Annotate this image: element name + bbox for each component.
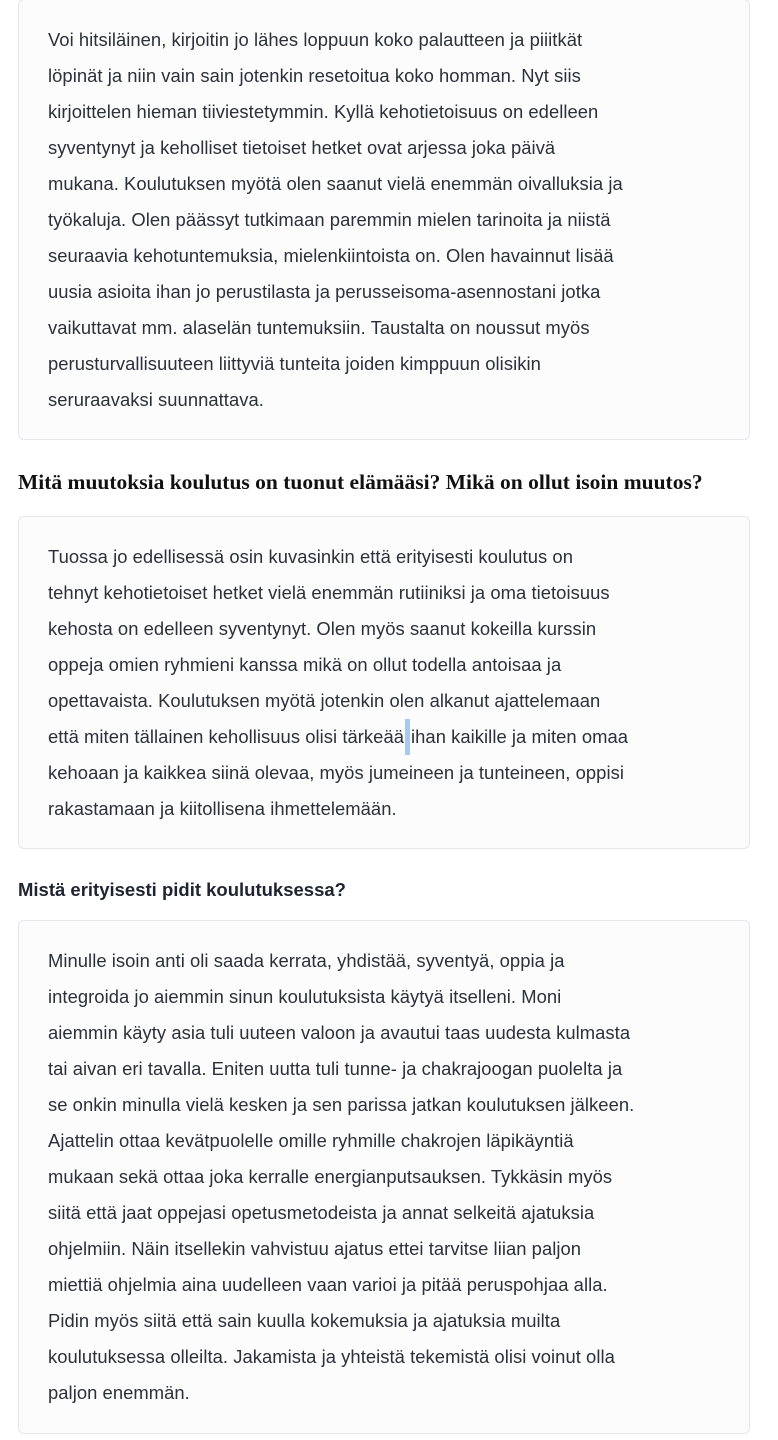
answer-box-2[interactable]	[18, 516, 750, 849]
answer-line: paljon enemmän.	[48, 1382, 190, 1403]
answer-line: työkaluja. Olen päässyt tutkimaan paremmin mielen tarinoita ja niistä	[48, 209, 611, 230]
text-cursor-icon	[405, 719, 410, 755]
answer-line: miettiä ohjelmia aina uudelleen vaan varioi ja pitää peruspohjaa alla.	[48, 1274, 608, 1295]
question-heading-2: Mitä muutoksia koulutus on tuonut elämääsi? Mikä on ollut isoin muutos?	[18, 470, 703, 494]
answer-line: Voi hitsiläinen, kirjoitin jo lähes loppuun koko palautteen ja piiitkät	[48, 29, 583, 50]
answer-line: Minulle isoin anti oli saada kerrata, yhdistää, syventyä, oppia ja	[48, 950, 565, 971]
answer-line: kehosta on edelleen syventynyt. Olen myös saanut kokeilla kurssin	[48, 618, 597, 639]
answer-line: tehnyt kehotietoiset hetket vielä enemmän rutiiniksi ja oma tietoisuus	[48, 582, 610, 603]
answer-line: koulutuksessa olleilta. Jakamista ja yhteistä tekemistä olisi voinut olla	[48, 1346, 615, 1367]
answer-line: opettavaista. Koulutuksen myötä jotenkin olen alkanut ajattelemaan	[48, 690, 601, 711]
answer-line: aiemmin käyty asia tuli uuteen valoon ja avautui taas uudesta kulmasta	[48, 1022, 631, 1043]
answer-box-1[interactable]	[18, 0, 750, 440]
question-heading-3: Mistä erityisesti pidit koulutuksessa?	[18, 879, 346, 900]
answer-line: syventynyt ja keholliset tietoiset hetket ovat arjessa joka päivä	[48, 137, 556, 158]
answer-line: se onkin minulla vielä kesken ja sen parissa jatkan koulutuksen jälkeen.	[48, 1094, 635, 1115]
answer-line: Pidin myös siitä että sain kuulla kokemuksia ja ajatuksia muilta	[48, 1310, 561, 1331]
answer-line: kehoaan ja kaikkea siinä olevaa, myös jumeineen ja tunteineen, oppisi	[48, 762, 624, 783]
answer-line: mukaan sekä ottaa joka kerralle energianputsauksen. Tykkäsin myös	[48, 1166, 613, 1187]
answer-line: Ajattelin ottaa kevätpuolelle omille ryhmille chakrojen läpikäyntiä	[48, 1130, 574, 1151]
answer-line: löpinät ja niin vain sain jotenkin resetoitua koko homman. Nyt siis	[48, 65, 581, 86]
answer-box-3[interactable]	[18, 920, 750, 1434]
answer-line: kirjoittelen hieman tiiviestetymmin. Kyllä kehotietoisuus on edelleen	[48, 101, 599, 122]
answer-line: rakastamaan ja kiitollisena ihmettelemään.	[48, 798, 397, 819]
answer-line: integroida jo aiemmin sinun koulutuksista käytyä itselleni. Moni	[48, 986, 562, 1007]
answer-line-text: että miten tällainen kehollisuus olisi tärkeää	[48, 726, 405, 747]
answer-line: ohjelmiin. Näin itsellekin vahvistuu ajatus ettei tarvitse liian paljon	[48, 1238, 582, 1259]
answer-line: tai aivan eri tavalla. Eniten uutta tuli tunne- ja chakrajoogan puolelta ja	[48, 1058, 623, 1079]
answer-line: vaikuttavat mm. alaselän tuntemuksiin. Taustalta on noussut myös	[48, 317, 590, 338]
answer-line: mukana. Koulutuksen myötä olen saanut vielä enemmän oivalluksia ja	[48, 173, 623, 194]
answer-line: seuraavia kehotuntemuksia, mielenkiintoista on. Olen havainnut lisää	[48, 245, 614, 266]
answer-line: perusturvallisuuteen liittyviä tunteita joiden kimppuun olisikin	[48, 353, 541, 374]
answer-line: oppeja omien ryhmieni kanssa mikä on ollut todella antoisaa ja	[48, 654, 562, 675]
answer-line-text: ihan kaikille ja miten omaa	[411, 726, 629, 747]
answer-line	[48, 719, 729, 755]
answer-line: uusia asioita ihan jo perustilasta ja perusseisoma-asennostani jotka	[48, 281, 601, 302]
answer-line: seruraavaksi suunnattava.	[48, 389, 264, 410]
answer-line: siitä että jaat oppejasi opetusmetodeista ja annat selkeitä ajatuksia	[48, 1202, 595, 1223]
answer-line: Tuossa jo edellisessä osin kuvasinkin että erityisesti koulutus on	[48, 546, 573, 567]
